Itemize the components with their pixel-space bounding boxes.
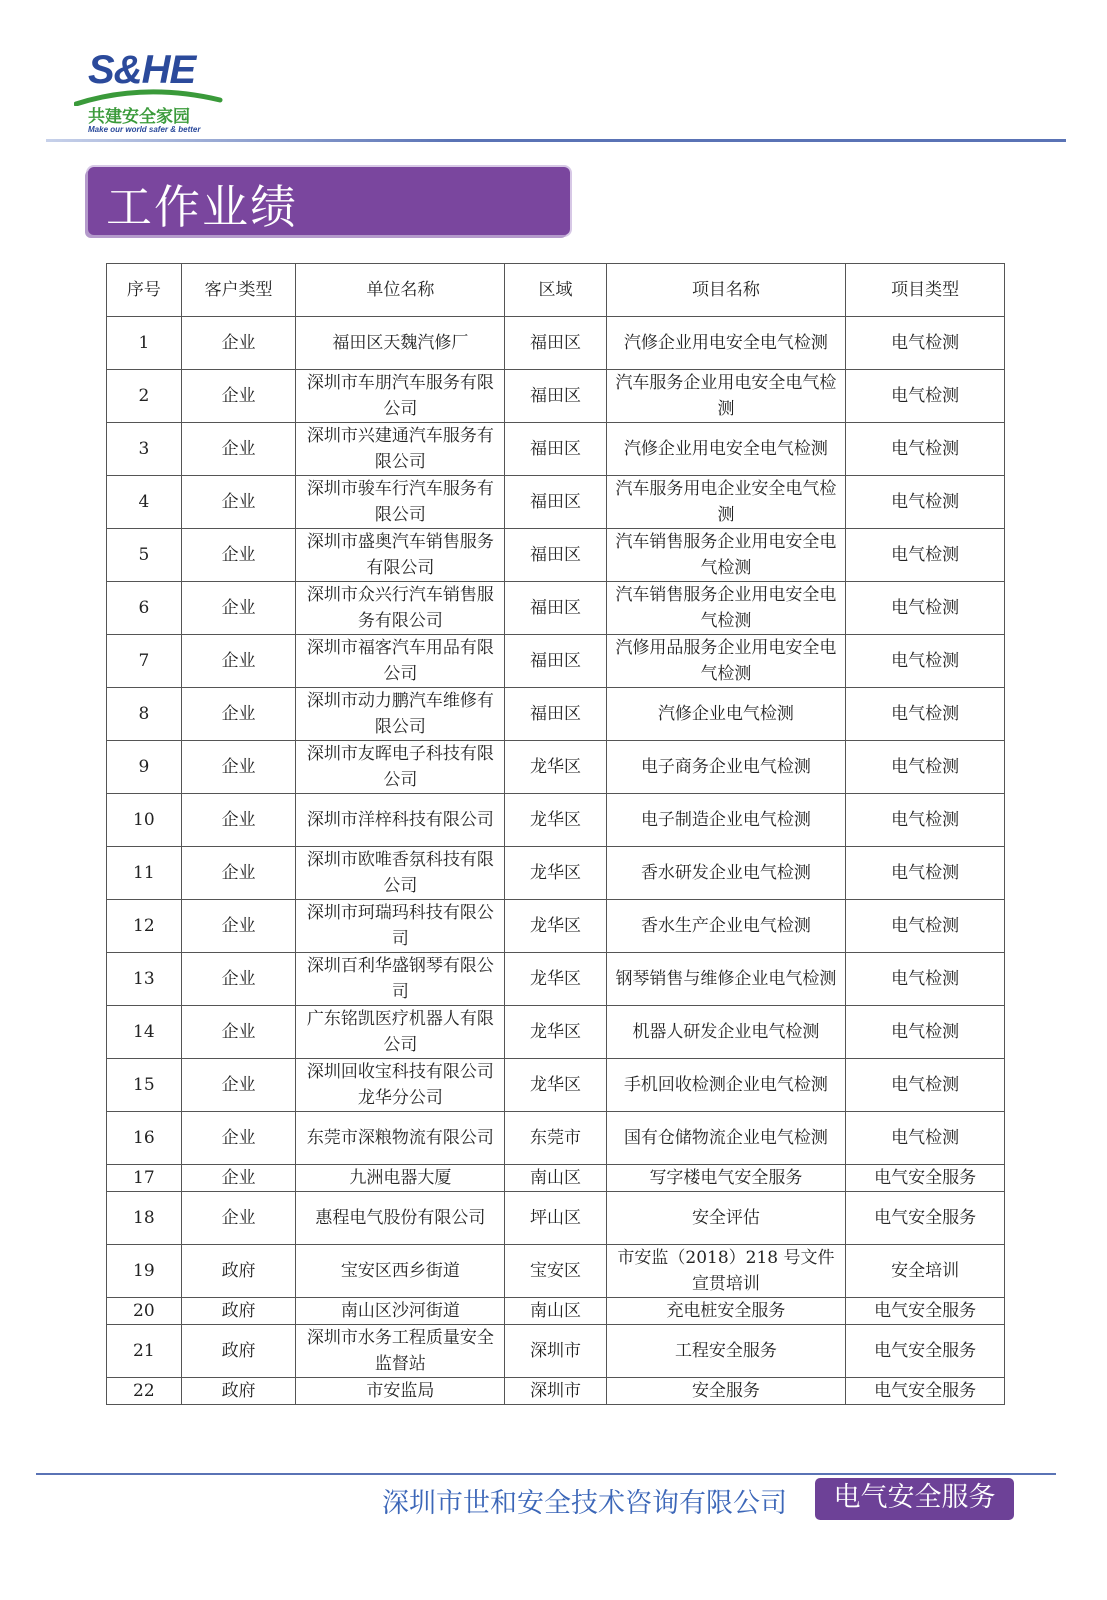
table-row bbox=[107, 900, 1005, 953]
cell-region: 福田区 bbox=[505, 476, 606, 529]
cell-client-type: 企业 bbox=[181, 1112, 296, 1165]
cell-project-name: 安全服务 bbox=[606, 1378, 846, 1405]
cell-project-name: 电子制造企业电气检测 bbox=[606, 794, 846, 847]
cell-index: 12 bbox=[107, 900, 182, 953]
cell-client-type: 政府 bbox=[181, 1325, 296, 1378]
cell-region: 福田区 bbox=[505, 423, 606, 476]
cell-project-name: 香水研发企业电气检测 bbox=[606, 847, 846, 900]
cell-index: 6 bbox=[107, 582, 182, 635]
table-row bbox=[107, 317, 1005, 370]
table-row bbox=[107, 1245, 1005, 1298]
cell-client-type: 企业 bbox=[181, 847, 296, 900]
cell-project-type: 电气检测 bbox=[846, 847, 1005, 900]
cell-client-type: 企业 bbox=[181, 370, 296, 423]
table-row bbox=[107, 1378, 1005, 1405]
cell-index: 15 bbox=[107, 1059, 182, 1112]
cell-project-name: 安全评估 bbox=[606, 1192, 846, 1245]
cell-region: 龙华区 bbox=[505, 741, 606, 794]
cell-unit-name: 福田区天魏汽修厂 bbox=[296, 317, 505, 370]
cell-project-name: 汽车服务用电企业安全电气检测 bbox=[606, 476, 846, 529]
cell-unit-name: 深圳市盛奥汽车销售服务有限公司 bbox=[296, 529, 505, 582]
cell-region: 福田区 bbox=[505, 529, 606, 582]
table-row bbox=[107, 370, 1005, 423]
cell-unit-name: 广东铭凯医疗机器人有限公司 bbox=[296, 1006, 505, 1059]
performance-table bbox=[106, 263, 1005, 1405]
cell-region: 南山区 bbox=[505, 1298, 606, 1325]
table-row bbox=[107, 529, 1005, 582]
cell-project-type: 电气检测 bbox=[846, 476, 1005, 529]
cell-project-type: 电气安全服务 bbox=[846, 1298, 1005, 1325]
cell-project-name: 机器人研发企业电气检测 bbox=[606, 1006, 846, 1059]
cell-project-type: 电气检测 bbox=[846, 1112, 1005, 1165]
cell-region: 龙华区 bbox=[505, 794, 606, 847]
col-header-client-type: 客户类型 bbox=[181, 264, 296, 317]
table-row bbox=[107, 688, 1005, 741]
cell-region: 东莞市 bbox=[505, 1112, 606, 1165]
cell-project-type: 电气检测 bbox=[846, 1059, 1005, 1112]
cell-region: 龙华区 bbox=[505, 1059, 606, 1112]
cell-project-name: 钢琴销售与维修企业电气检测 bbox=[606, 953, 846, 1006]
cell-project-name: 国有仓储物流企业电气检测 bbox=[606, 1112, 846, 1165]
cell-region: 深圳市 bbox=[505, 1378, 606, 1405]
cell-region: 龙华区 bbox=[505, 953, 606, 1006]
table-row bbox=[107, 794, 1005, 847]
table-row bbox=[107, 1325, 1005, 1378]
cell-project-type: 电气检测 bbox=[846, 370, 1005, 423]
table-row bbox=[107, 847, 1005, 900]
cell-unit-name: 深圳市众兴行汽车销售服务有限公司 bbox=[296, 582, 505, 635]
cell-project-type: 电气检测 bbox=[846, 688, 1005, 741]
cell-client-type: 政府 bbox=[181, 1298, 296, 1325]
cell-client-type: 企业 bbox=[181, 953, 296, 1006]
cell-index: 22 bbox=[107, 1378, 182, 1405]
header-divider bbox=[46, 139, 1066, 142]
table-row bbox=[107, 1192, 1005, 1245]
table-row bbox=[107, 476, 1005, 529]
cell-index: 11 bbox=[107, 847, 182, 900]
cell-client-type: 企业 bbox=[181, 529, 296, 582]
cell-project-type: 电气检测 bbox=[846, 582, 1005, 635]
cell-client-type: 企业 bbox=[181, 476, 296, 529]
cell-client-type: 企业 bbox=[181, 688, 296, 741]
cell-region: 福田区 bbox=[505, 582, 606, 635]
cell-project-name: 汽修企业电气检测 bbox=[606, 688, 846, 741]
cell-unit-name: 深圳百利华盛钢琴有限公司 bbox=[296, 953, 505, 1006]
footer-company-name: 深圳市世和安全技术咨询有限公司 bbox=[382, 1488, 787, 1519]
cell-client-type: 企业 bbox=[181, 741, 296, 794]
cell-index: 13 bbox=[107, 953, 182, 1006]
cell-index: 4 bbox=[107, 476, 182, 529]
table-row bbox=[107, 1059, 1005, 1112]
footer-service-badge: 电气安全服务 bbox=[815, 1478, 1014, 1520]
cell-client-type: 企业 bbox=[181, 794, 296, 847]
cell-project-type: 电气安全服务 bbox=[846, 1192, 1005, 1245]
cell-unit-name: 惠程电气股份有限公司 bbox=[296, 1192, 505, 1245]
table-body bbox=[107, 317, 1005, 1405]
table-row bbox=[107, 635, 1005, 688]
cell-project-name: 汽修企业用电安全电气检测 bbox=[606, 317, 846, 370]
cell-client-type: 企业 bbox=[181, 1192, 296, 1245]
table-row bbox=[107, 741, 1005, 794]
cell-region: 坪山区 bbox=[505, 1192, 606, 1245]
cell-project-type: 安全培训 bbox=[846, 1245, 1005, 1298]
cell-project-type: 电气检测 bbox=[846, 741, 1005, 794]
table-row bbox=[107, 1165, 1005, 1192]
cell-project-type: 电气安全服务 bbox=[846, 1165, 1005, 1192]
col-header-region: 区域 bbox=[505, 264, 606, 317]
cell-project-type: 电气检测 bbox=[846, 953, 1005, 1006]
cell-project-type: 电气检测 bbox=[846, 317, 1005, 370]
cell-unit-name: 南山区沙河街道 bbox=[296, 1298, 505, 1325]
cell-client-type: 企业 bbox=[181, 582, 296, 635]
cell-project-type: 电气检测 bbox=[846, 423, 1005, 476]
cell-index: 16 bbox=[107, 1112, 182, 1165]
cell-client-type: 政府 bbox=[181, 1245, 296, 1298]
cell-index: 18 bbox=[107, 1192, 182, 1245]
cell-unit-name: 深圳市水务工程质量安全监督站 bbox=[296, 1325, 505, 1378]
cell-client-type: 企业 bbox=[181, 423, 296, 476]
cell-project-name: 汽车销售服务企业用电安全电气检测 bbox=[606, 529, 846, 582]
cell-unit-name: 深圳市车朋汽车服务有限公司 bbox=[296, 370, 505, 423]
cell-project-name: 汽修用品服务企业用电安全电气检测 bbox=[606, 635, 846, 688]
cell-project-type: 电气检测 bbox=[846, 1006, 1005, 1059]
cell-index: 20 bbox=[107, 1298, 182, 1325]
cell-unit-name: 深圳市珂瑞玛科技有限公司 bbox=[296, 900, 505, 953]
col-header-project-name: 项目名称 bbox=[606, 264, 846, 317]
cell-project-type: 电气检测 bbox=[846, 900, 1005, 953]
cell-unit-name: 深圳市洋梓科技有限公司 bbox=[296, 794, 505, 847]
col-header-unit-name: 单位名称 bbox=[296, 264, 505, 317]
col-header-index: 序号 bbox=[107, 264, 182, 317]
cell-index: 10 bbox=[107, 794, 182, 847]
cell-project-name: 充电桩安全服务 bbox=[606, 1298, 846, 1325]
cell-region: 龙华区 bbox=[505, 900, 606, 953]
cell-project-type: 电气安全服务 bbox=[846, 1325, 1005, 1378]
table-row bbox=[107, 1006, 1005, 1059]
cell-client-type: 企业 bbox=[181, 1059, 296, 1112]
cell-unit-name: 深圳市动力鹏汽车维修有限公司 bbox=[296, 688, 505, 741]
cell-project-name: 汽车服务企业用电安全电气检测 bbox=[606, 370, 846, 423]
cell-project-name: 香水生产企业电气检测 bbox=[606, 900, 846, 953]
cell-index: 21 bbox=[107, 1325, 182, 1378]
cell-index: 1 bbox=[107, 317, 182, 370]
cell-project-name: 电子商务企业电气检测 bbox=[606, 741, 846, 794]
cell-region: 福田区 bbox=[505, 635, 606, 688]
cell-index: 7 bbox=[107, 635, 182, 688]
cell-client-type: 企业 bbox=[181, 900, 296, 953]
logo-tagline: Make our world safer & better bbox=[88, 125, 201, 134]
cell-index: 3 bbox=[107, 423, 182, 476]
logo-slogan: 共建安全家园 bbox=[88, 107, 190, 127]
cell-index: 2 bbox=[107, 370, 182, 423]
cell-project-name: 写字楼电气安全服务 bbox=[606, 1165, 846, 1192]
cell-unit-name: 深圳市骏车行汽车服务有限公司 bbox=[296, 476, 505, 529]
col-header-project-type: 项目类型 bbox=[846, 264, 1005, 317]
section-title: 工作业绩 bbox=[106, 180, 298, 234]
cell-client-type: 企业 bbox=[181, 635, 296, 688]
cell-index: 19 bbox=[107, 1245, 182, 1298]
cell-index: 8 bbox=[107, 688, 182, 741]
table-row bbox=[107, 1298, 1005, 1325]
cell-project-name: 市安监（2018）218 号文件宣贯培训 bbox=[606, 1245, 846, 1298]
cell-region: 宝安区 bbox=[505, 1245, 606, 1298]
cell-client-type: 企业 bbox=[181, 1165, 296, 1192]
cell-unit-name: 深圳市福客汽车用品有限公司 bbox=[296, 635, 505, 688]
cell-project-name: 手机回收检测企业电气检测 bbox=[606, 1059, 846, 1112]
cell-project-type: 电气安全服务 bbox=[846, 1378, 1005, 1405]
cell-project-type: 电气检测 bbox=[846, 529, 1005, 582]
cell-region: 福田区 bbox=[505, 370, 606, 423]
table-row bbox=[107, 582, 1005, 635]
cell-region: 南山区 bbox=[505, 1165, 606, 1192]
cell-client-type: 企业 bbox=[181, 317, 296, 370]
cell-client-type: 政府 bbox=[181, 1378, 296, 1405]
cell-index: 17 bbox=[107, 1165, 182, 1192]
cell-region: 龙华区 bbox=[505, 1006, 606, 1059]
table-row bbox=[107, 1112, 1005, 1165]
table-row bbox=[107, 423, 1005, 476]
cell-client-type: 企业 bbox=[181, 1006, 296, 1059]
cell-unit-name: 市安监局 bbox=[296, 1378, 505, 1405]
cell-unit-name: 九洲电器大厦 bbox=[296, 1165, 505, 1192]
cell-index: 14 bbox=[107, 1006, 182, 1059]
cell-unit-name: 深圳市兴建通汽车服务有限公司 bbox=[296, 423, 505, 476]
cell-project-type: 电气检测 bbox=[846, 635, 1005, 688]
cell-region: 福田区 bbox=[505, 688, 606, 741]
cell-unit-name: 宝安区西乡街道 bbox=[296, 1245, 505, 1298]
section-title-banner bbox=[88, 167, 570, 235]
footer-divider bbox=[36, 1473, 1056, 1475]
cell-region: 福田区 bbox=[505, 317, 606, 370]
cell-project-name: 汽修企业用电安全电气检测 bbox=[606, 423, 846, 476]
cell-unit-name: 深圳回收宝科技有限公司龙华分公司 bbox=[296, 1059, 505, 1112]
cell-unit-name: 东莞市深粮物流有限公司 bbox=[296, 1112, 505, 1165]
cell-region: 深圳市 bbox=[505, 1325, 606, 1378]
cell-unit-name: 深圳市友晖电子科技有限公司 bbox=[296, 741, 505, 794]
company-logo bbox=[74, 48, 224, 140]
table-header-row bbox=[107, 264, 1005, 317]
cell-project-name: 工程安全服务 bbox=[606, 1325, 846, 1378]
cell-project-type: 电气检测 bbox=[846, 794, 1005, 847]
logo-wordmark: S&HE bbox=[88, 48, 196, 92]
table-row bbox=[107, 953, 1005, 1006]
cell-region: 龙华区 bbox=[505, 847, 606, 900]
cell-index: 5 bbox=[107, 529, 182, 582]
cell-project-name: 汽车销售服务企业用电安全电气检测 bbox=[606, 582, 846, 635]
cell-index: 9 bbox=[107, 741, 182, 794]
cell-unit-name: 深圳市欧唯香氛科技有限公司 bbox=[296, 847, 505, 900]
